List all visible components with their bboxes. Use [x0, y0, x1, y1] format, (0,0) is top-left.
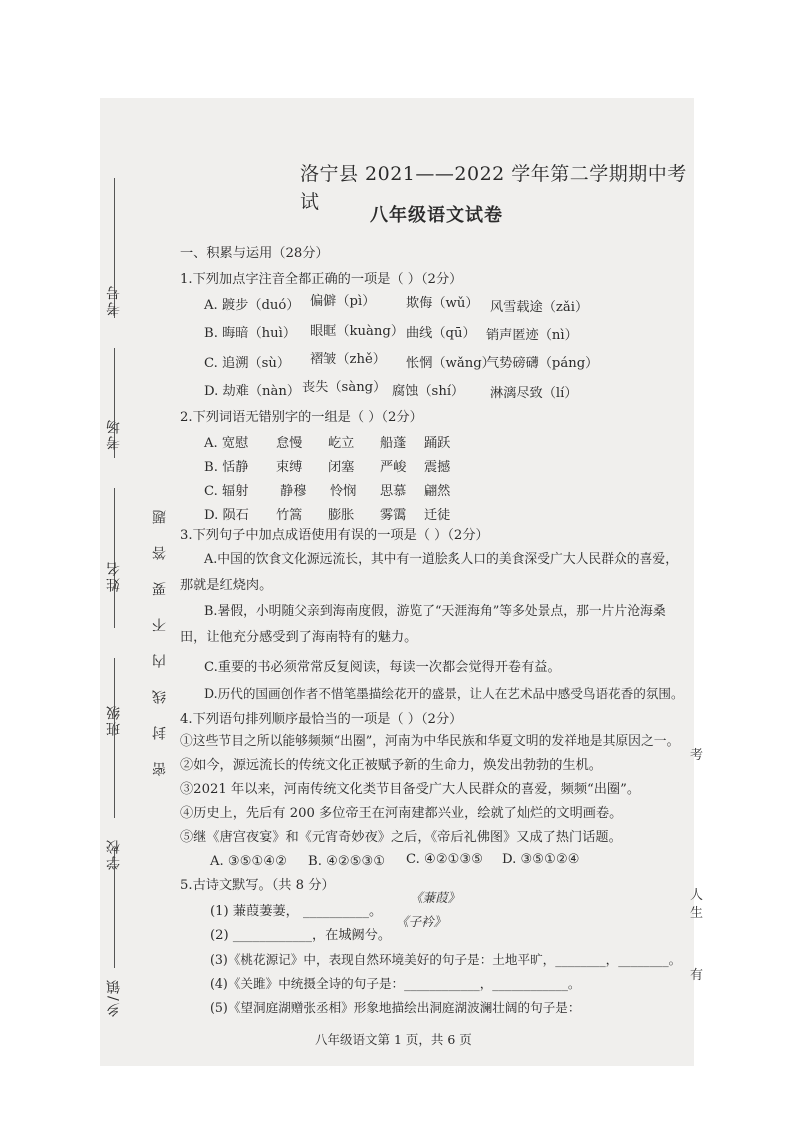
q2-b-4: 严峻	[380, 460, 407, 475]
exam-paper	[100, 98, 694, 1066]
q1-d-2: 丧失（sàng）	[302, 380, 387, 395]
q5-line-5: (5)《望洞庭湖赠张丞相》形象地描绘出洞庭湖波澜壮阔的句子是：	[210, 1000, 581, 1015]
exam-title: 洛宁县 2021——2022 学年第二学期期中考试	[300, 163, 687, 213]
q2-d-3: 膨胀	[328, 508, 355, 523]
q1-d-3: 腐蚀（shí）	[392, 384, 465, 399]
edge-fragment: 有	[690, 968, 704, 983]
q1-d-1: D. 劫难（nàn）	[204, 384, 301, 399]
q4-option-c: C. ④②①③⑤	[406, 852, 484, 867]
q5-source-2: 《子衿》	[396, 914, 447, 929]
label-township: 乡/镇	[106, 978, 122, 1017]
q2-b-5: 震撼	[424, 460, 451, 475]
q2-c-3: 怜悯	[330, 484, 357, 499]
label-name: 姓名	[106, 560, 122, 592]
q1-b-4: 销声匿迹（nì）	[486, 328, 578, 343]
q4-sentence-2: ②如今，源远流长的传统文化正被赋予新的生命力，焕发出勃勃的生机。	[180, 758, 602, 773]
seal-notice: 密封线内不要答题	[152, 488, 168, 776]
label-school: 学校	[106, 838, 122, 870]
exam-subtitle: 八年级语文试卷	[370, 205, 503, 226]
q5-blank-1[interactable]: __________。	[303, 904, 383, 919]
q2-b-2: 束缚	[276, 460, 303, 475]
q2-b-3: 闭塞	[328, 460, 355, 475]
q2-stem: 2.下列词语无错别字的一组是（ ）（2分）	[180, 410, 423, 425]
q1-c-4: 气势磅礴（páng）	[486, 356, 599, 371]
label-class: 班级	[106, 704, 122, 736]
q1-a-1: A. 踱步（duó）	[204, 298, 300, 313]
q2-b-1: B. 恬静	[204, 460, 249, 475]
q5-source-1: 《蒹葭》	[410, 890, 461, 905]
q3-option-d: D.历代的国画创作者不惜笔墨描绘花开的盛景，让人在艺术品中感受鸟语花香的氛围。	[204, 686, 684, 701]
q5-line-4[interactable]: (4)《关雎》中统摄全诗的句子是：____________，____________。	[210, 976, 581, 991]
q3-option-a: A.中国的饮食文化源远流长，其中有一道脍炙人口的美食深受广大人民群众的喜爱，	[204, 552, 678, 567]
q5-line-3[interactable]: (3)《桃花源记》中，表现自然环境美好的句子是：土地平旷，________，________。	[210, 952, 682, 967]
q4-sentence-4: ④历史上，先后有 200 多位帝王在河南建都兴业，绘就了灿烂的文明画卷。	[180, 806, 623, 821]
q5-line-2[interactable]: (2) ____________，在城阙兮。	[210, 928, 392, 943]
q3-stem: 3.下列句子中加点成语使用有误的一项是（ ）（2分）	[180, 528, 489, 543]
q4-option-a: A. ③⑤①④②	[210, 854, 288, 869]
q1-b-3: 曲线（qū）	[406, 326, 476, 341]
q3-option-a-cont: 那就是红烧肉。	[180, 578, 273, 593]
q4-option-d: D. ③⑤①②④	[502, 852, 580, 867]
binding-line	[114, 658, 115, 818]
q1-d-4: 淋漓尽致（lí）	[490, 386, 578, 401]
q4-stem: 4.下列语句排列顺序最恰当的一项是（ ）（2分）	[180, 712, 463, 727]
section-heading: 一、积累与运用（28分）	[180, 246, 329, 261]
q3-option-b: B.暑假，小明随父亲到海南度假，游览了“天涯海角”等多处景点，那一片片沧海桑	[204, 604, 666, 619]
label-exam-number: 考号	[106, 284, 122, 316]
q2-d-5: 迁徒	[424, 508, 451, 523]
q4-sentence-5: ⑤继《唐宫夜宴》和《元宵奇妙夜》之后，《帝后礼佛图》又成了热门话题。	[180, 830, 622, 845]
q2-c-2: 静穆	[280, 484, 307, 499]
q2-a-2: 怠慢	[276, 436, 303, 451]
q2-c-4: 思慕	[380, 484, 407, 499]
binding-line	[114, 488, 115, 628]
q2-a-5: 踊跃	[424, 436, 451, 451]
q1-a-2: 偏僻（pì）	[310, 294, 376, 309]
q1-a-4: 风雪载途（zǎi）	[490, 300, 589, 315]
q1-c-3: 怅惘（wǎng）	[406, 356, 495, 371]
q4-sentence-3: ③2021 年以来，河南传统文化类节目备受广大人民群众的喜爱，频频“出圈”。	[180, 782, 641, 797]
edge-fragment: 人	[690, 888, 704, 903]
q2-d-1: D. 陨石	[204, 508, 249, 523]
edge-fragment: 考	[690, 748, 704, 763]
q1-a-3: 欺侮（wǔ）	[406, 296, 479, 311]
q2-d-4: 雾霭	[380, 508, 407, 523]
binding-margin	[100, 98, 178, 1066]
q4-option-b: B. ④②⑤③①	[308, 854, 386, 869]
edge-fragment: 生	[690, 906, 704, 921]
q2-a-1: A. 宽慰	[204, 436, 249, 451]
q2-a-4: 船蓬	[380, 436, 407, 451]
q1-stem: 1.下列加点字注音全都正确的一项是（ ）（2分）	[180, 272, 463, 287]
label-exam-room: 考场	[106, 418, 122, 450]
q2-a-3: 屹立	[328, 436, 355, 451]
q1-b-2: 眼眶（kuàng）	[310, 324, 405, 339]
page-footer: 八年级语文第 1 页，共 6 页	[315, 1032, 472, 1047]
q2-c-5: 翩然	[424, 484, 451, 499]
q2-c-1: C. 辐射	[204, 484, 249, 499]
q4-sentence-1: ①这些节目之所以能够频频“出圈”，河南为中华民族和华夏文明的发祥地是其原因之一。	[180, 734, 680, 749]
q3-option-c: C.重要的书必须常常反复阅读，每读一次都会觉得开卷有益。	[204, 660, 561, 675]
q1-c-2: 褶皱（zhě）	[310, 352, 386, 367]
q1-c-1: C. 追溯（sù）	[204, 356, 291, 371]
q3-option-b-cont: 田，让他充分感受到了海南特有的魅力。	[180, 630, 418, 645]
q5-line-1-text: (1) 蒹葭萋萋，	[210, 904, 299, 919]
q1-b-1: B. 晦暗（huì）	[204, 326, 297, 341]
q2-d-2: 竹篙	[276, 508, 303, 523]
q5-stem: 5.古诗文默写。（共 8 分）	[180, 878, 335, 893]
